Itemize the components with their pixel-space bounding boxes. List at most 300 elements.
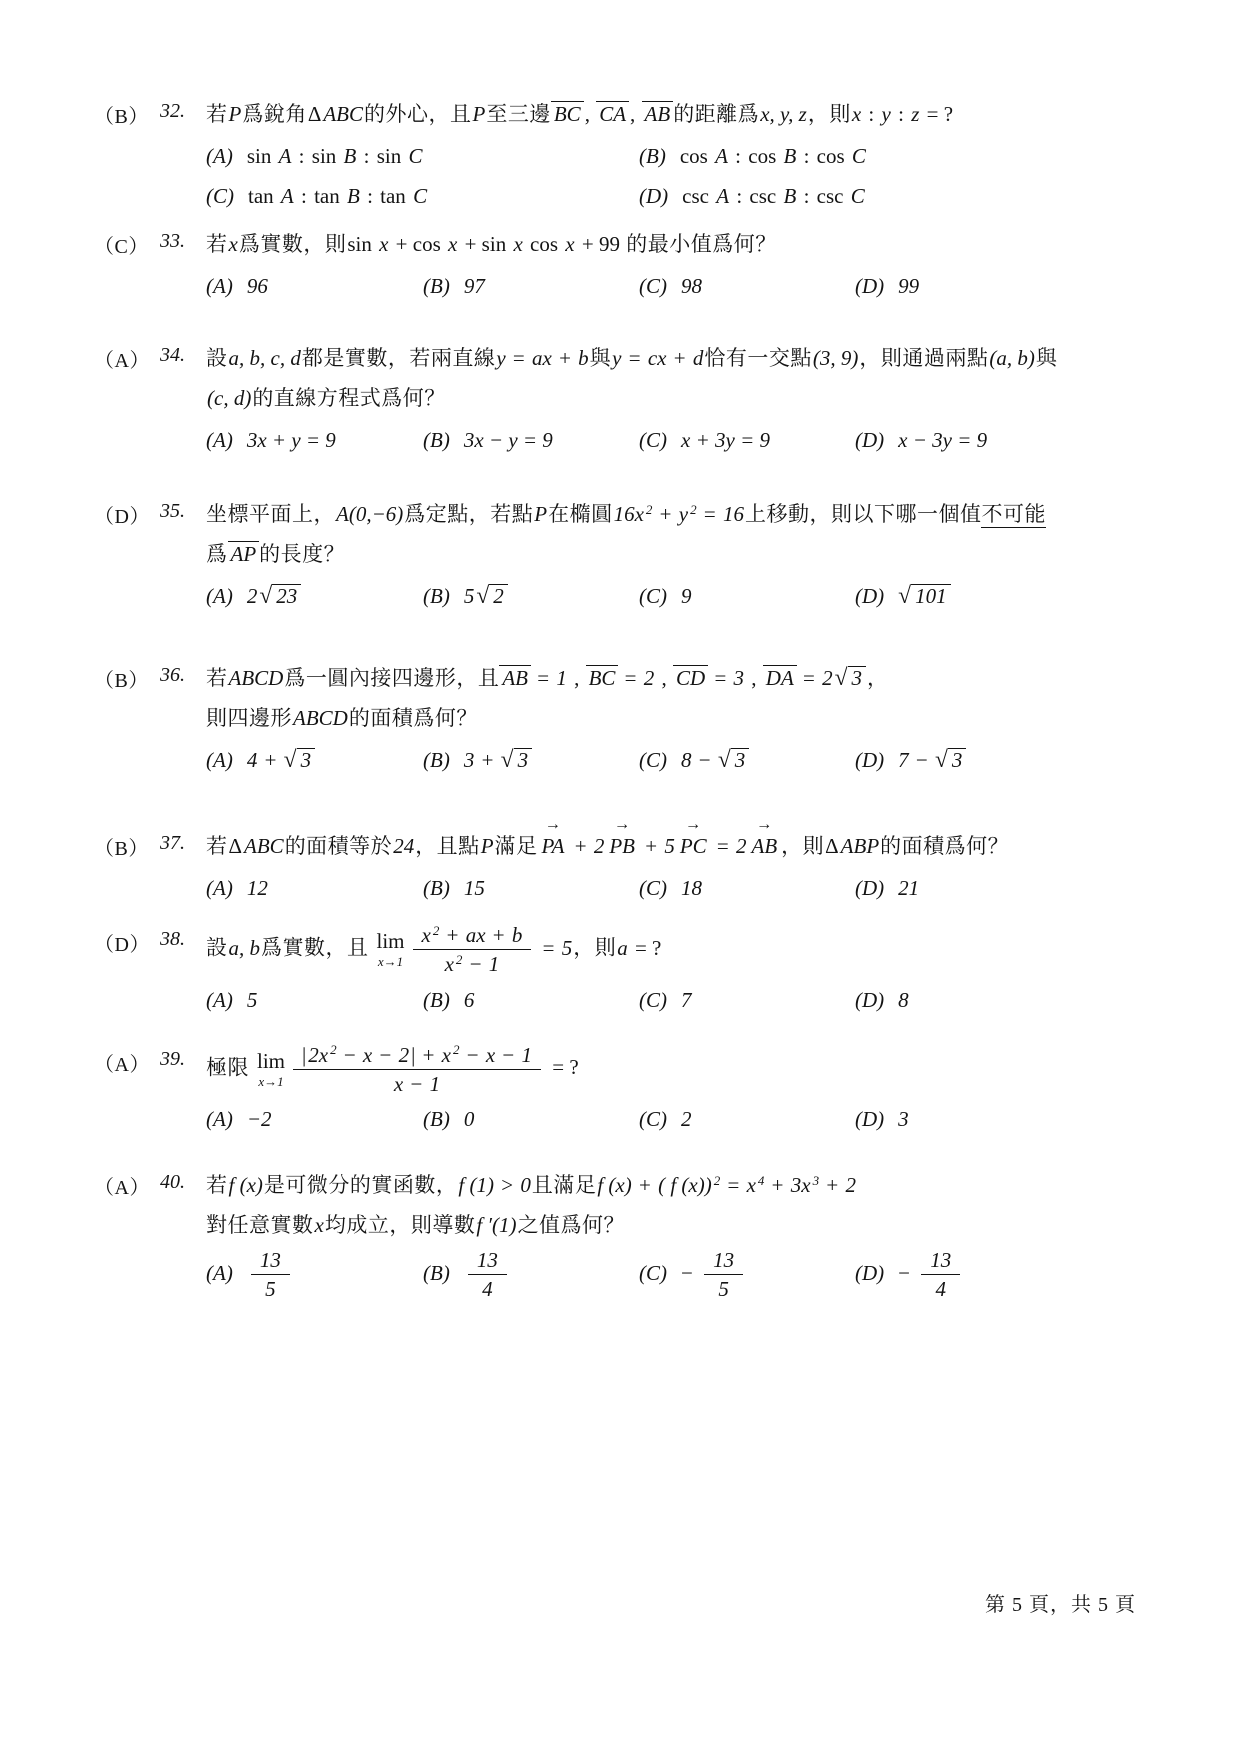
option-c (639, 266, 855, 306)
question-stem-line (206, 494, 1144, 534)
math-seg-c: ，則 (573, 935, 617, 960)
option-label: (A) (206, 1260, 233, 1285)
option-label: (D) (855, 987, 885, 1012)
option-value (246, 584, 302, 608)
question-body (206, 1165, 1144, 1303)
option-c (206, 176, 639, 216)
option-label: (B) (423, 274, 450, 298)
option-value (463, 1107, 476, 1131)
math-seg-i: AB (751, 834, 778, 858)
math-seg-i: 7 (681, 987, 692, 1012)
option-d (855, 420, 1144, 460)
option-label: (B) (423, 1260, 450, 1285)
question-stem (206, 338, 1144, 418)
math-seg-r: = (507, 346, 530, 370)
math-seg-c: 的最小值爲何？ (626, 232, 777, 256)
math-seg-c: 的長度？ (259, 542, 346, 566)
math-seg-sqrt (284, 740, 315, 780)
vec-body (751, 834, 779, 858)
math-seg-c: 極限 (206, 1055, 249, 1080)
option-value (246, 988, 259, 1012)
option-label: (D) (855, 1107, 885, 1131)
question-body (206, 1042, 1144, 1140)
question-number: 35. (160, 500, 185, 522)
question-34 (0, 338, 1240, 460)
question-stem-line (206, 94, 1144, 134)
radical-sign: √ (935, 747, 948, 773)
answer-key: （B） (94, 106, 149, 128)
math-seg-c: 都是實數，若兩直線 (301, 346, 496, 370)
option-value (679, 144, 867, 168)
option-value (680, 1248, 748, 1302)
math-seg-i: (a, b) (989, 346, 1035, 370)
math-seg-i: 99 (898, 274, 920, 298)
option-b (423, 1099, 639, 1139)
option-c (639, 740, 855, 780)
math-seg-frac (468, 1247, 507, 1303)
math-seg-i: x − 3y = 9 (898, 428, 988, 452)
math-seg-i: 5 (463, 584, 475, 608)
math-seg-c: 的面積爲何？ (880, 834, 1010, 858)
questions (0, 94, 1240, 1337)
math-seg-ov (673, 665, 708, 690)
math-seg-vec (751, 813, 779, 866)
math-seg-i: y (612, 346, 622, 370)
math-seg-u (981, 502, 1046, 528)
math-seg-i: ABCD (228, 666, 284, 690)
math-seg-i: CD (676, 666, 706, 690)
math-seg-i: 3 (463, 748, 475, 772)
math-seg-i: ( f (x)) (658, 1173, 712, 1197)
option-b (423, 420, 639, 460)
question-stem-line (206, 224, 1144, 264)
math-seg-i: x (485, 1042, 496, 1067)
sqrt-body (297, 748, 316, 772)
math-seg-i: 2 (645, 501, 653, 517)
option-b (639, 136, 1144, 176)
math-seg-i: x (362, 1042, 373, 1067)
option-value (681, 184, 866, 208)
option-label: (A) (206, 584, 233, 608)
math-seg-i: x, y, z (760, 102, 807, 126)
math-seg-r: − (497, 1042, 520, 1067)
math-seg-r: + (417, 1042, 440, 1067)
math-seg-sup (713, 1173, 722, 1188)
option-value (897, 274, 920, 298)
math-seg-c: 設 (206, 935, 228, 960)
sqrt-body (489, 584, 508, 608)
option-label: (B) (423, 876, 450, 900)
math-seg-i: AB (644, 102, 671, 126)
math-seg-c: 爲 (206, 542, 228, 566)
option-c (639, 576, 855, 616)
sqrt-body (948, 748, 967, 772)
question-stem-line (206, 1205, 1144, 1245)
option-d (855, 980, 1144, 1020)
math-seg-i: 3 (517, 748, 529, 772)
math-seg-r: | (411, 1042, 416, 1067)
math-seg-i: a (617, 935, 628, 960)
math-seg-c: ，則 (781, 834, 825, 858)
option-value (897, 748, 967, 772)
math-seg-i: 2 (822, 666, 833, 690)
math-seg-i: x (513, 232, 523, 256)
math-seg-r: csc (816, 184, 849, 208)
option-value (680, 428, 771, 452)
sqrt-body (848, 666, 867, 690)
question-39 (0, 1042, 1240, 1140)
lim-word: lim (257, 1048, 286, 1073)
math-seg-i: 98 (681, 274, 702, 298)
math-seg-i: 0 (463, 1107, 475, 1131)
math-seg-r: + (668, 346, 691, 370)
math-seg-i: 2 (398, 1042, 410, 1067)
option-c (639, 1099, 855, 1139)
option-value (463, 274, 486, 298)
option-label: (A) (206, 144, 233, 168)
math-seg-i: C (850, 184, 865, 208)
math-seg-i: x (851, 102, 862, 126)
math-seg-i: 1 (429, 1071, 441, 1096)
math-seg-r: + (487, 923, 510, 947)
option-b (423, 980, 639, 1020)
answer-key: （A） (94, 350, 150, 372)
math-seg-i: (3, 9) (812, 346, 859, 370)
option-label: (A) (206, 1107, 233, 1131)
math-seg-c: 的直線方程式爲何？ (252, 386, 446, 410)
math-seg-i: 8 (898, 987, 909, 1012)
math-seg-r: = (797, 666, 821, 690)
option-label: (D) (855, 584, 885, 608)
math-seg-i: f (x) (597, 1173, 632, 1197)
option-b (423, 576, 639, 616)
math-seg-sqrt (935, 740, 966, 780)
radical-sign: √ (898, 583, 912, 609)
sqrt-body (514, 748, 533, 772)
math-seg-i: 2 (246, 584, 258, 608)
math-seg-c: 爲實數，且 (261, 935, 369, 960)
math-seg-i: x (421, 923, 431, 947)
question-options (206, 980, 1144, 1020)
math-seg-i: 3x (790, 1173, 811, 1197)
math-seg-ov (228, 541, 260, 566)
math-seg-i: 5 (718, 1277, 729, 1302)
math-seg-r: cos (524, 232, 564, 256)
math-seg-i: 7 (898, 748, 909, 772)
math-seg-i: 5 (664, 834, 675, 858)
math-seg-vec (679, 813, 708, 866)
math-seg-i: 9 (681, 584, 692, 608)
math-seg-i: 5 (561, 935, 573, 960)
math-seg-r: sin (311, 144, 342, 168)
frac-den (293, 1069, 541, 1097)
math-seg-i: f (x) (228, 1173, 263, 1197)
math-seg-r: = (531, 666, 555, 690)
math-seg-c: 坐標平面上， (206, 502, 335, 526)
math-seg-r: : (358, 144, 375, 168)
math-seg-i: z (911, 102, 920, 126)
math-seg-i: 2 (330, 1042, 337, 1058)
math-seg-i: x + 3y = 9 (681, 428, 770, 452)
option-b (423, 868, 639, 908)
option-d (639, 176, 1144, 216)
math-seg-i: 6 (463, 987, 475, 1012)
option-value (246, 274, 269, 298)
math-seg-i: CA (599, 102, 627, 126)
option-value (897, 876, 920, 900)
question-options (206, 420, 1144, 460)
math-seg-i: 3 (851, 666, 863, 690)
vec-body (541, 834, 566, 858)
option-a (206, 266, 423, 306)
math-seg-i: A (278, 144, 292, 168)
math-seg-r: : (731, 184, 748, 208)
math-seg-i: AP (230, 542, 257, 566)
option-value (246, 748, 316, 772)
math-seg-r: : (798, 184, 815, 208)
option-value (246, 428, 337, 452)
math-seg-ov (499, 665, 531, 690)
option-value (246, 876, 269, 900)
math-seg-r: − (898, 1260, 916, 1285)
page-footer: 第 5 頁，共 5 頁 (985, 1594, 1136, 1616)
math-seg-i: y (678, 502, 689, 526)
option-label: (A) (206, 876, 233, 900)
option-label: (D) (855, 748, 885, 772)
frac-den (413, 949, 532, 977)
math-seg-i: 2 (432, 922, 440, 938)
sqrt-body (731, 748, 750, 772)
math-seg-ov (642, 101, 674, 126)
question-number: 40. (160, 1171, 185, 1193)
math-seg-i: x (314, 1213, 324, 1237)
option-c (639, 980, 855, 1020)
math-seg-r: tan (314, 184, 345, 208)
question-stem-line (206, 534, 1144, 574)
option-c (639, 1247, 855, 1303)
math-seg-i: 2 (493, 584, 504, 608)
math-seg-i: 3 (300, 748, 312, 772)
frac-den (921, 1274, 960, 1302)
math-seg-r: : (892, 102, 910, 126)
math-seg-r: − (910, 748, 933, 772)
option-b (423, 266, 639, 306)
option-label: (B) (423, 987, 450, 1012)
math-seg-sqrt (718, 740, 749, 780)
vec-body (608, 834, 636, 858)
option-a (206, 1099, 423, 1139)
question-stem (206, 494, 1144, 574)
lim-under: x→1 (258, 1073, 284, 1089)
answer-key: （A） (94, 1177, 150, 1199)
math-seg-c: 上移動，則以下哪一個值 (744, 502, 982, 526)
math-seg-r: + (639, 834, 663, 858)
math-seg-i: (c, d) (207, 386, 252, 410)
vector-arrow-icon: → (756, 813, 773, 833)
option-label: (D) (855, 428, 885, 452)
question-stem-line (206, 813, 1144, 866)
math-seg-r: = (711, 834, 734, 858)
answer-key: （B） (94, 670, 149, 692)
math-seg-i: 4 (757, 1172, 765, 1188)
sqrt-body (272, 584, 301, 608)
math-seg-ov (596, 101, 629, 126)
math-seg-r: + (633, 1173, 657, 1197)
sqrt-body (911, 584, 951, 608)
question-stem-line (206, 658, 1144, 698)
math-seg-r: + (766, 1173, 789, 1197)
option-label: (C) (639, 876, 667, 900)
question-stem-line (206, 698, 1144, 738)
math-seg-r: : (293, 144, 310, 168)
option-value (246, 144, 424, 168)
math-seg-i: 3 (812, 1172, 820, 1188)
math-seg-r: : (361, 184, 379, 208)
question-number: 39. (160, 1047, 185, 1070)
option-a (206, 740, 423, 780)
option-label: (C) (639, 748, 667, 772)
math-seg-sqrt (259, 576, 301, 616)
math-seg-r: + 99 (576, 232, 626, 256)
math-seg-r: : (729, 144, 747, 168)
radical-sign: √ (500, 747, 514, 773)
option-value (463, 876, 486, 900)
math-seg-r: − (338, 1042, 361, 1067)
math-seg-c: 至三邊 (486, 102, 551, 126)
math-seg-i: 5 (246, 987, 258, 1012)
math-seg-i: 1 (488, 952, 500, 977)
math-seg-r: sin (246, 144, 277, 168)
question-options (206, 576, 1144, 616)
option-d (855, 1099, 1144, 1139)
math-seg-c: 的距離爲 (673, 102, 760, 126)
math-seg-i: 3x + y = 9 (246, 428, 336, 452)
math-seg-c: ，則 (807, 102, 851, 126)
math-seg-r: Δ (307, 102, 322, 126)
math-seg-frac (921, 1247, 960, 1303)
answer-key: （D） (94, 506, 150, 528)
math-seg-r: , (568, 666, 585, 690)
question-stem (206, 1042, 1144, 1098)
math-seg-i: 16 (722, 502, 744, 526)
option-label: (C) (639, 1107, 667, 1131)
frac-den (251, 1274, 290, 1302)
math-seg-r: + (821, 1173, 844, 1197)
math-seg-i: a, b (228, 935, 260, 960)
math-seg-i: 2 (452, 1042, 460, 1058)
question-32 (0, 94, 1240, 216)
math-seg-vec (541, 813, 566, 866)
math-seg-i: ABP (840, 834, 880, 858)
math-seg-c: 與 (589, 346, 612, 370)
lim-word: lim (376, 929, 405, 954)
math-seg-c: 在橢圓 (548, 502, 613, 526)
question-33 (0, 224, 1240, 306)
radical-sign: √ (259, 583, 273, 609)
math-seg-r: , (746, 666, 762, 690)
option-d (855, 868, 1144, 908)
question-options (206, 1247, 1144, 1303)
option-label: (A) (206, 428, 233, 452)
option-value (463, 1248, 512, 1302)
math-seg-i: 3 (898, 1107, 909, 1131)
math-seg-i: a, b, c, d (228, 346, 301, 370)
radical-sign: √ (834, 665, 848, 691)
math-seg-i: PA (541, 834, 565, 858)
option-c (639, 420, 855, 460)
math-seg-c: ，則通過兩點 (859, 346, 989, 370)
math-seg-r: − (405, 1071, 428, 1096)
math-seg-i: 1 (556, 666, 567, 690)
question-stem (206, 224, 1144, 264)
option-label: (B) (423, 1107, 450, 1131)
option-value (246, 1248, 295, 1302)
math-seg-sqrt (835, 658, 866, 698)
frac-den (704, 1274, 743, 1302)
math-seg-i: ABCD (293, 706, 348, 730)
math-seg-i: 2 (643, 666, 655, 690)
math-seg-i: A (716, 184, 730, 208)
question-number: 33. (160, 230, 185, 252)
math-seg-i: 8 (681, 748, 692, 772)
math-seg-i: x (379, 232, 389, 256)
option-c (639, 868, 855, 908)
math-seg-i: ax (532, 346, 552, 370)
option-value (680, 584, 693, 608)
math-seg-i: 18 (681, 876, 702, 900)
math-seg-frac (704, 1247, 743, 1303)
math-seg-c: 的面積等於 (284, 834, 393, 858)
math-seg-r: = (709, 666, 732, 690)
math-seg-vec (608, 813, 636, 866)
frac-num (251, 1247, 290, 1274)
math-seg-sup (689, 502, 698, 517)
option-a (206, 868, 423, 908)
math-seg-r: sin (347, 232, 378, 256)
math-seg-sup (452, 1042, 461, 1057)
option-value (680, 876, 703, 900)
math-seg-c: 若 (206, 232, 228, 256)
math-seg-r: + cos (390, 232, 447, 256)
math-seg-r: = ? (547, 1055, 579, 1080)
math-seg-i: 3 (734, 748, 746, 772)
math-seg-lim (377, 931, 405, 968)
math-seg-c: 之值爲何？ (517, 1213, 625, 1237)
math-seg-c: 的面積爲何？ (348, 706, 478, 730)
math-seg-r: = ? (921, 102, 954, 126)
math-seg-r: = (619, 666, 642, 690)
option-value (463, 584, 509, 608)
option-label: (D) (855, 1260, 885, 1285)
math-seg-i: 13 (930, 1248, 952, 1272)
answer-key: （D） (94, 934, 150, 956)
radical-sign: √ (717, 747, 731, 773)
option-label: (C) (639, 987, 667, 1012)
math-seg-sup (329, 1042, 338, 1057)
math-seg-c: 與 (1035, 346, 1058, 370)
option-value (680, 1107, 693, 1131)
frac-num (921, 1247, 960, 1274)
option-d (855, 740, 1144, 780)
math-seg-i: cx (647, 346, 667, 370)
math-seg-i: y (496, 346, 506, 370)
math-seg-r: tan (248, 184, 279, 208)
math-seg-c: 若 (206, 834, 228, 858)
option-value (680, 748, 750, 772)
math-seg-i: f ′(1) (476, 1213, 517, 1237)
math-seg-i: x (448, 232, 458, 256)
math-seg-i: 2 (845, 1173, 856, 1197)
